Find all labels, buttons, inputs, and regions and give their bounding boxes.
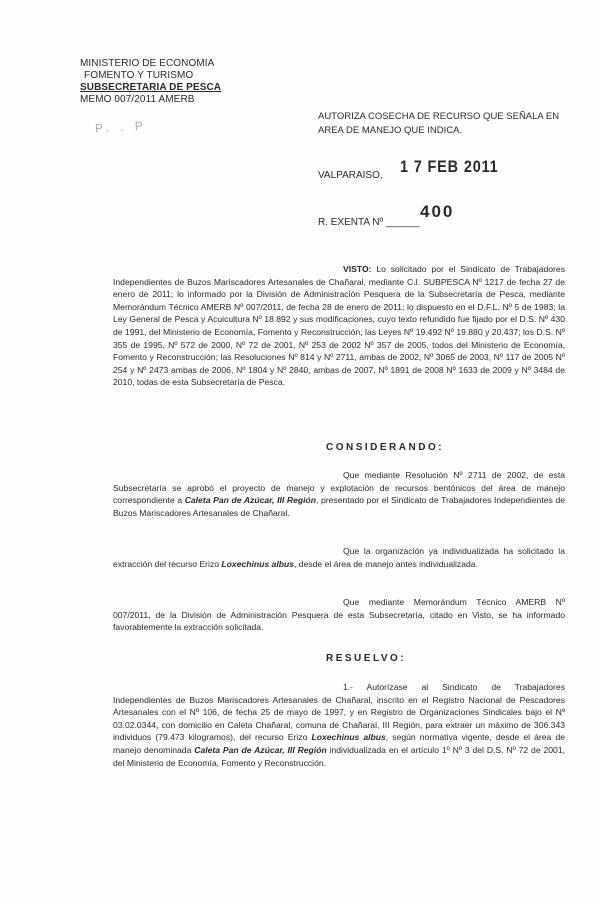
ministry-line-1: MINISTERIO DE ECONOMIA	[80, 58, 215, 69]
considerando-2-b: , desde el área de manejo antes individualizada.	[294, 558, 478, 569]
area-name: Caleta Pan de Azúcar, III Región	[184, 495, 316, 506]
visto-text-first: Lo solicitado por el Sindicato de Trabajadores	[376, 264, 565, 274]
place-label: VALPARAISO,	[318, 170, 383, 181]
resuelvo-1-c: individualizada en el artículo 1º Nº 3 del D.S. Nº 72 de 2001, del Ministerio de Economía, Fomento y Reconstrucción.	[113, 744, 565, 768]
document-date-stamp: 1 7 FEB 2011	[400, 157, 499, 176]
undersecretariat-name: SUBSECRETARIA DE PESCA	[80, 82, 222, 93]
resuelvo-1-a: Independientes de Buzos Mariscadores Artesanales de Chañaral, inscrito en el Registro Nacional de Pescadores Artesanales con el Nº 106, de fecha 25 de mayo de 1997, y en Registro de Organizaciones Sindicales bajo el Nº 03.02.0344, con domicilio en Caleta Chañaral, comuna de Chañaral, III Región, para extraer un máximo de 306.343 individuos (79.473 kilogramos), del recurso Erizo	[113, 694, 565, 743]
considerando-2-first: Que la organización ya individualizada ha solicitado la	[343, 546, 565, 556]
visto-text-rest: Independientes de Buzos Mariscadores Artesanales de Chañaral, mediante C.I. SUBPESCA Nº 1217 de fecha 27 de enero de 2011; lo informado por la División de Administración Pesquera de la Subsecretaría de Pesca, mediante Memorándum Técnico AMERB Nº 007/2011, de fecha 28 de enero de 2011; lo dispuesto en el D.F.L. Nº 5 de 1983; la Ley General de Pesca y Acuicultura Nº 18.892 y sus modificaciones, cuyo texto refundido fue fijado por el D.S. Nº 430 de 1991, del Ministerio de Economía, Fomento y Reconstrucción; las Leyes Nº 19.492 Nº 19.880 y 20.437; los D.S. Nº 355 de 1995, Nº 572 de 2000, Nº 72 de 2001, Nº 253 de 2002 Nº 357 de 2005, todos del Ministerio de Economía, Fomento y Reconstrucción; las Resoluciones Nº 814 y Nº 2711, ambas de 2002, Nº 3065 de 2003, Nº 117 de 2005 Nº 254 y Nº 2473 ambas de 2006, Nº 1804 y Nº 2840, ambas de 2007, Nº 1891 de 2008 Nº 1633 de 2009 y Nº 3484 de 2010, todas de esta Subsecretaría de Pesca.	[113, 276, 565, 388]
memo-reference: MEMO 007/2011 AMERB	[80, 94, 195, 105]
considerando-1-first: Que mediante Resolución Nº 2711 de 2002, de esta	[343, 470, 565, 480]
considerando-2-a: extracción del recurso Erizo	[113, 558, 222, 569]
letterhead	[80, 58, 221, 106]
resuelvo-heading: RESUELVO:	[326, 653, 407, 664]
considerando-1-a: Subsecretaría se aprobó el proyecto de manejo y explotación de recursos bentónicos del área de manejo correspondiente a	[113, 482, 565, 506]
resuelvo-1-b: , según normativa vigente, desde el área de manejo denominada	[113, 732, 565, 755]
considerando-paragraph-2	[113, 545, 565, 570]
faded-stamp: P. . P	[94, 118, 148, 136]
species-name: Loxechinus albus	[311, 732, 386, 743]
considerando-heading: CONSIDERANDO:	[326, 442, 445, 453]
exenta-number: 400	[420, 202, 455, 221]
considerando-1-b: , presentado por el Sindicato de Trabajadores Independientes de Buzos Mariscadores Artesanales de Chañaral.	[113, 495, 565, 518]
exenta-label: R. EXENTA Nº ______	[318, 217, 420, 228]
species-name: Loxechinus albus	[221, 558, 295, 569]
considerando-paragraph-1	[113, 469, 565, 519]
resuelvo-1-first: 1.- Autorízase al Sindicato de Trabajadores	[343, 682, 565, 692]
ministry-line-2: FOMENTO Y TURISMO	[84, 70, 194, 81]
considerando-paragraph-3	[113, 596, 565, 634]
area-name: Caleta Pan de Azúcar, III Región	[194, 744, 327, 755]
visto-paragraph	[113, 263, 565, 389]
document-subject: AUTORIZA COSECHA DE RECURSO QUE SEÑALA EN AREA DE MANEJO QUE INDICA.	[318, 111, 560, 136]
visto-label: VISTO:	[343, 264, 372, 274]
considerando-3-first: Que mediante Memorándum Técnico AMERB Nº	[343, 597, 565, 607]
considerando-3-rest: 007/2011, de la División de Administración Pesquera de esta Subsecretaría, citado en Visto, se ha informado favorablemente la extracción solicitada.	[113, 609, 565, 633]
resuelvo-item-1	[113, 681, 565, 769]
